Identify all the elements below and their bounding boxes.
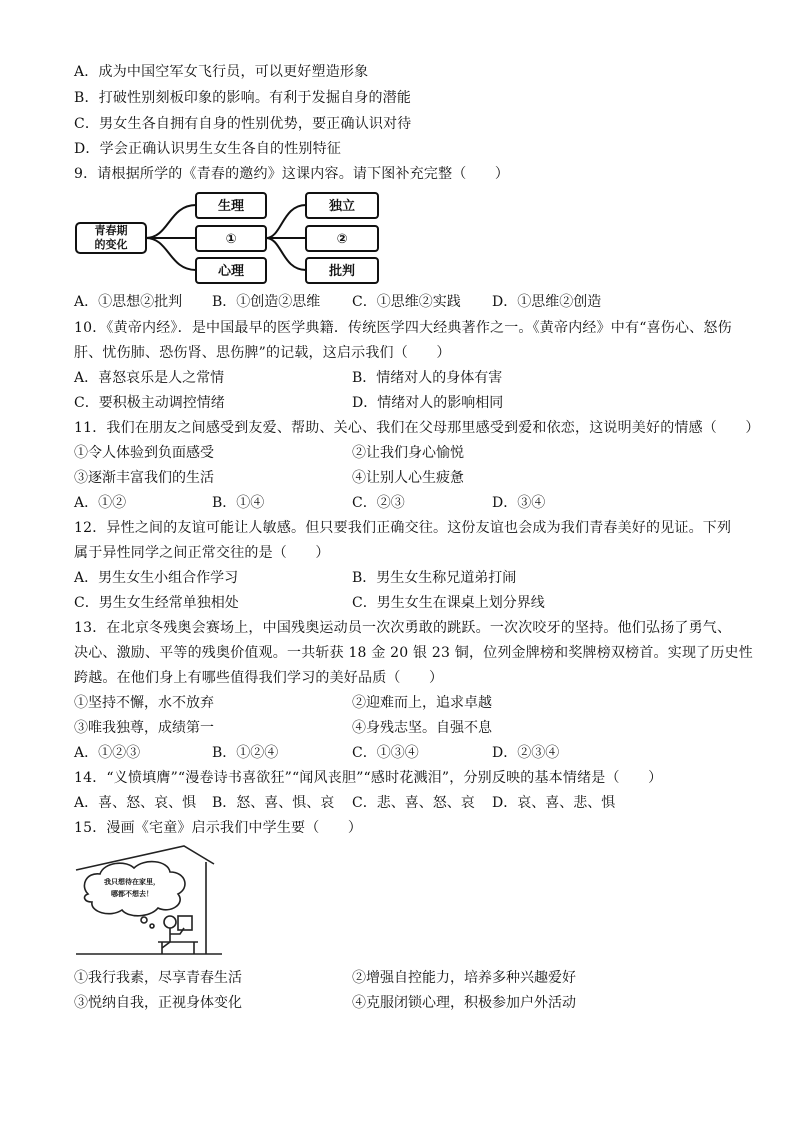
q11-item-1: ①令人体验到负面感受	[74, 445, 214, 461]
q10-option-b: B．情绪对人的身体有害	[352, 370, 503, 386]
q12-option-c: C．男生女生经常单独相处	[74, 595, 239, 611]
cartoon-thought-cloud	[84, 862, 185, 916]
q14-option-c: C．悲、喜、怒、哀	[352, 795, 475, 811]
q9-stem: 9．请根据所学的《青春的邀约》这课内容。请下图补充完整（ ）	[74, 166, 510, 182]
q10-option-c: C．要积极主动调控情绪	[74, 395, 225, 411]
q9-root-label-2: 的变化	[94, 238, 128, 251]
q15-item-3: ③悦纳自我，正视身体变化	[74, 995, 242, 1011]
q9-leaf-2: ②	[336, 232, 348, 247]
q13-item-1: ①坚持不懈，水不放弃	[74, 695, 214, 711]
q11-item-4: ④让别人心生疲惫	[352, 470, 464, 486]
q13-option-b: B．①②④	[212, 745, 279, 761]
q13-stem-line3: 跨越。在他们身上有哪些值得我们学习的美好品质（ ）	[74, 670, 444, 686]
q8-option-c: C．男女生各自拥有自身的性别优势，要正确认识对待	[74, 116, 412, 132]
q9-option-d: D．①思维②创造	[492, 294, 602, 310]
q10-option-d: D．情绪对人的影响相同	[352, 395, 504, 411]
q9-connector	[266, 238, 306, 270]
q15-stem: 15．漫画《宅童》启示我们中学生要（ ）	[74, 820, 363, 836]
q13-item-2: ②迎难而上，追求卓越	[352, 695, 492, 711]
q14-stem: 14．“义愤填膺”“漫卷诗书喜欲狂”“闻风丧胆”“感时花溅泪”，分别反映的基本情绪是（ ）	[74, 770, 663, 786]
q11-option-a: A．①②	[74, 495, 127, 511]
q12-stem-line1: 12．异性之间的友谊可能让人敏感。但只要我们正确交往。这份友谊也会成为我们青春美好的见证。下列	[74, 520, 732, 536]
q9-connector	[146, 238, 196, 270]
q11-option-c: C．②③	[352, 495, 405, 511]
q12-stem-line2: 属于异性同学之间正常交往的是（ ）	[74, 545, 330, 561]
q14-option-d: D．哀、喜、悲、惧	[492, 795, 616, 811]
q9-branch-1: 生理	[217, 199, 245, 214]
q8-option-b: B．打破性别刻板印象的影响。有利于发掘自身的潜能	[74, 90, 412, 106]
q9-branch-3: 心理	[217, 264, 245, 279]
q15-cartoon-image	[74, 842, 224, 960]
q13-option-c: C．①③④	[352, 745, 419, 761]
cartoon-person-body	[162, 928, 184, 948]
cartoon-roof	[76, 846, 214, 870]
q11-option-d: D．③④	[492, 495, 546, 511]
cartoon-speech-line2: 哪都不想去！	[111, 890, 153, 898]
q9-branch-2: ①	[225, 232, 237, 247]
q9-option-b: B．①创造②思维	[212, 294, 321, 310]
q13-stem-line2: 决心、激励、平等的残奥价值观。一共斩获 18 金 20 银 23 铜，位列金牌榜和奖牌榜双榜首。实现了历史性	[74, 645, 753, 661]
q11-option-b: B．①④	[212, 495, 265, 511]
q13-option-d: D．②③④	[492, 745, 560, 761]
q13-stem-line1: 13．在北京冬残奥会赛场上，中国残奥运动员一次次勇敢的跳跃。一次次咬牙的坚持。他们弘扬了勇气、	[74, 620, 732, 636]
q15-item-4: ④克服闭锁心理，积极参加户外活动	[352, 995, 576, 1011]
cartoon-thought-dot	[150, 924, 154, 928]
cartoon-thought-dot	[141, 917, 147, 923]
q13-option-a: A．①②③	[74, 745, 141, 761]
q11-item-3: ③逐渐丰富我们的生活	[74, 470, 214, 486]
q11-stem: 11．我们在朋友之间感受到友爱、帮助、关心、我们在父母那里感受到爱和依恋，这说明美好的情感（ ）	[74, 420, 760, 436]
q11-item-2: ②让我们身心愉悦	[352, 445, 464, 461]
q14-option-a: A．喜、怒、哀、惧	[74, 795, 197, 811]
q12-option-a: A．男生女生小组合作学习	[74, 570, 239, 586]
q13-item-4: ④身残志坚。自强不息	[352, 720, 492, 736]
q15-item-2: ②增强自控能力，培养多种兴趣爱好	[352, 970, 576, 986]
q9-root-label-1: 青春期	[94, 224, 128, 237]
cartoon-person-head	[164, 916, 176, 928]
q10-option-a: A．喜怒哀乐是人之常情	[74, 370, 225, 386]
cartoon-desk	[158, 942, 198, 954]
q8-option-d: D．学会正确认识男生女生各自的性别特征	[74, 141, 342, 157]
q12-option-b: B．男生女生称兄道弟打闹	[352, 570, 517, 586]
q10-stem-line1: 10．《黄帝内经》．是中国最早的医学典籍．传统医学四大经典著作之一。《黄帝内经》中有“喜伤心、怒伤	[74, 320, 732, 336]
q9-connector	[146, 205, 196, 238]
q9-option-c: C．①思维②实践	[352, 294, 461, 310]
cartoon-monitor	[178, 916, 192, 930]
q13-item-3: ③唯我独尊，成绩第一	[74, 720, 214, 736]
q8-option-a: A．成为中国空军女飞行员，可以更好塑造形象	[74, 64, 369, 80]
cartoon-speech-line1: 我只想待在家里，	[104, 878, 160, 886]
q12-option-d: C．男生女生在课桌上划分界线	[352, 595, 545, 611]
q10-stem-line2: 肝、忧伤肺、恐伤肾、思伤脾”的记载，这启示我们（ ）	[74, 345, 451, 361]
q14-option-b: B．怒、喜、惧、哀	[212, 795, 335, 811]
q9-leaf-1: 独立	[328, 199, 356, 214]
q15-item-1: ①我行我素，尽享青春生活	[74, 970, 242, 986]
q9-option-a: A．①思想②批判	[74, 294, 183, 310]
q9-leaf-3: 批判	[328, 264, 356, 279]
q9-diagram	[74, 190, 384, 286]
q9-connector	[266, 205, 306, 238]
